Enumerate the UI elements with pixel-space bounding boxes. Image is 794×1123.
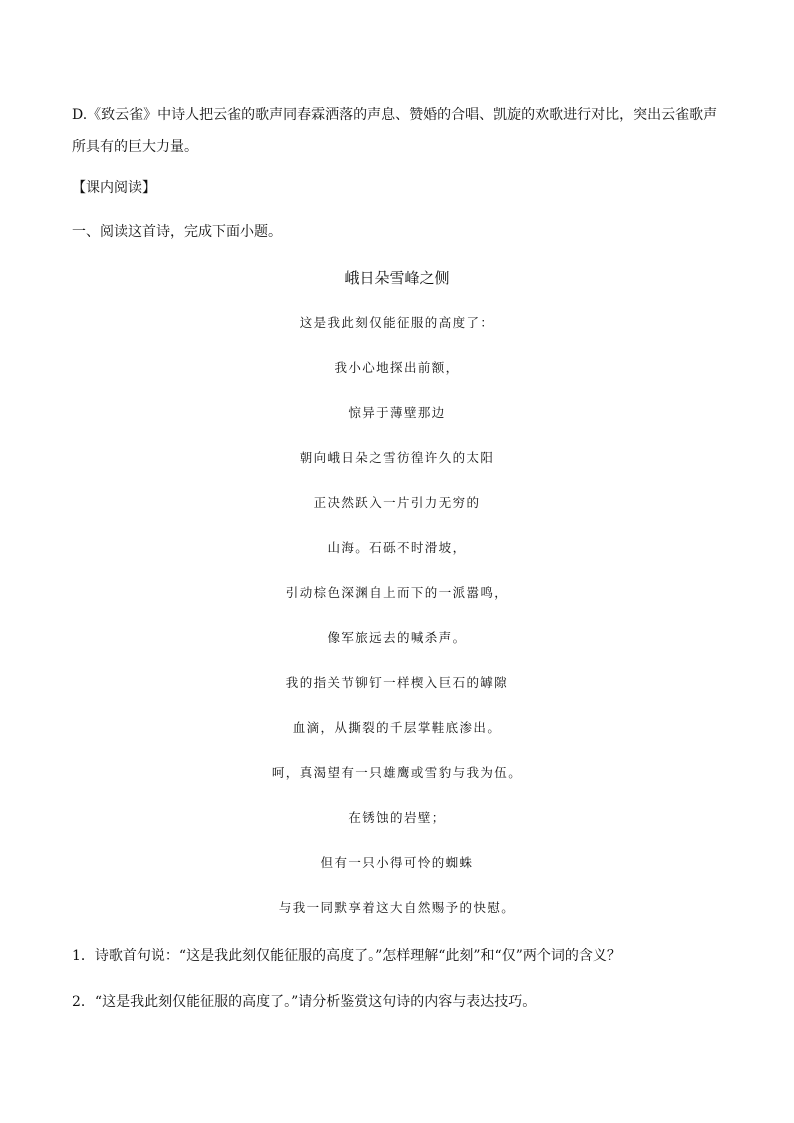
poem-line-1: 这是我此刻仅能征服的高度了： — [299, 315, 495, 330]
poem-line-9: 我的指关节铆钉一样楔入巨石的罅隙 — [285, 675, 509, 690]
poem-line-10: 血滴，从撕裂的千层掌鞋底渗出。 — [292, 720, 502, 735]
poem-line-4: 朝向峨日朵之雪彷徨许久的太阳 — [299, 450, 495, 465]
paragraph-option-d: D.《致云雀》中诗人把云雀的歌声同春霖洒落的声息、赞婚的合唱、凯旋的欢歌进行对比，突出云雀歌声所具有的巨大力量。 — [72, 107, 718, 155]
poem-line-8: 像军旅远去的喊杀声。 — [327, 630, 467, 645]
poem-title: 峨日朵雪峰之侧 — [344, 269, 450, 287]
poem-line-14: 与我一同默享着这大自然赐予的快慰。 — [278, 900, 516, 915]
poem-line-11: 呵，真渴望有一只雄鹰或雪豹与我为伍。 — [271, 765, 523, 780]
poem-line-2: 我小心地探出前额， — [334, 360, 460, 375]
section-heading: 【课内阅读】 — [72, 180, 156, 196]
poem-line-6: 山海。石砾不时滑坡， — [327, 540, 467, 555]
question-1: 1．诗歌首句说：“这是我此刻仅能征服的高度了。”怎样理解“此刻”和“仅”两个词的含义？ — [72, 948, 621, 964]
question-2: 2．“这是我此刻仅能征服的高度了。”请分析鉴赏这句诗的内容与表达技巧。 — [72, 994, 537, 1010]
poem-body — [0, 313, 794, 943]
poem-line-7: 引动棕色深渊自上而下的一派嚣鸣， — [285, 585, 509, 600]
poem-line-13: 但有一只小得可怜的蜘蛛 — [320, 855, 474, 870]
poem-line-3: 惊异于薄壁那边 — [348, 405, 446, 420]
poem-line-5: 正决然跃入一片引力无穷的 — [313, 495, 481, 510]
reading-instruction: 一、阅读这首诗，完成下面小题。 — [72, 224, 282, 240]
poem-line-12: 在锈蚀的岩壁； — [348, 810, 446, 825]
